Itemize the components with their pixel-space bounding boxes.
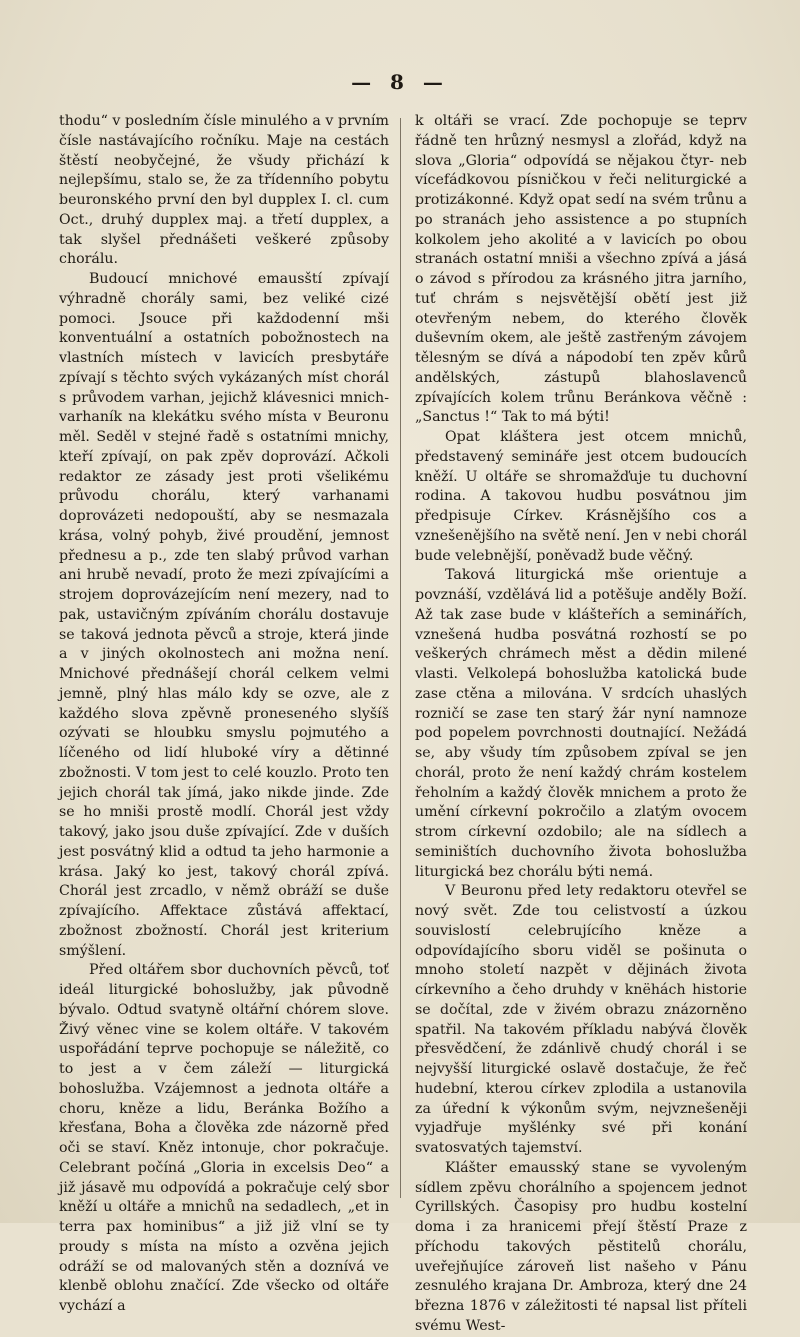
paragraph: Budoucí mnichové emausští zpívají výhradně chorály sami, bez veliké cizé pomoci. Jsouce při každodenní mši konventuální a ostatních pobožnostech na vlastních místech v lavicích presbytáře zpívají s těchto svých vykázaných míst chorál s průvodem varhan, jejichž klávesnici mnich-varhaník na klekátku svého místa v Beuronu měl. Seděl v stejné řadě s ostatními mnichy, kteří zpívají, on pak zpěv doprovází. Ačkoli redaktor ze zásady jest proti všelikému průvodu chorálu, který varhanami doprovázeti nedopouští, aby se nesmazala krása, volný pohyb, živé proudění, jemnost přednesu a p., zde ten slabý průvod varhan ani hrubě nevadí, proto že mezi zpívajícími a strojem doprovázejícím není mezery, nad to pak, ustavičným zpíváním chorálu dostavuje se taková jednota pěvců a stroje, která jinde a v jiných okolnostech ani možna není. Mnichové přednášejí chorál celkem velmi jemně, plný hlas málo kdy se ozve, ale z každého slova zpěvně proneseného slyšíš ozývati se hloubku smyslu pojmutého a líčeného od lidí hluboké víry a dětinné zbožnosti. V tom jest to celé kouzlo. Proto ten jejich chorál tak jímá, jako nikde jinde. Zde se ho mniši prostě modlí. Chorál jest vždy takový, jako jsou duše zpívající. Zde v duších jest posvátný klid a odtud ta jeho harmonie a krása. Jaký ko jest, takový chorál zpívá. Chorál jest zrcadlo, v němž obráží se duše zpívajícího. Affektace zůstává affektací, zbožnost zbožností. Chorál jest kriterium smýšlení.: [59, 271, 389, 959]
right-column: [415, 112, 747, 1337]
paragraph: V Beuronu před lety redaktoru otevřel se nový svět. Zde tou celistvostí a úzkou souvislostí celebrujícího kněze a odpovídajícího sboru viděl se pošinuta o mnoho století nazpět v dějinách života církevního a čeho druhdy v knëhách historie se dočítal, zde v živém obrazu znázorněno spatřil. Na takovém příkladu nabývá člověk přesvědčení, že zdánlivě chudý chorál i se nejvyšší liturgické oslavě dostačuje, že řeč hudební, kterou církev zplodila a ustanovila za úřední k výkonům svým, nejvznešeněji vyjadřuje myšlénky své při konání svatosvatých tajemství.: [415, 883, 747, 1156]
paragraph: Klášter emausský stane se vyvoleným sídlem zpěvu chorálního a spojencem jednot Cyrillských. Časopisy pro hudbu kostelní doma i za hranicemi přejí štěstí Praze z příchodu takových pěstitelů chorálu, uveřejňujíce zároveň list našeho v Pánu zesnulého krajana Dr. Ambroza, který dne 24 března 1876 v záležitosti té napsal list příteli svému West-: [415, 1159, 747, 1334]
paragraph: Před oltářem sbor duchovních pěvců, toť ideál liturgické bohoslužby, jak původně bývalo. Odtud svatyně oltářní chórem slove. Živý věnec vine se kolem oltáře. V takovém uspořádání teprve pochopuje se náležitě, co to jest a v čem záleží — liturgická bohoslužba. Vzájemnost a jednota oltáře a choru, kněze a lidu, Beránka Božího a křesťana, Boha a člověka zde názorně před oči se staví. Kněz intonuje, chor pokračuje. Celebrant počíná „Gloria in excelsis Deo“ a již jásavě mu odpovídá a pokračuje celý sbor kněží u oltáře a mnichů na sedadlech, „et in terra pax hominibus“ a již již vlní se ty proudy s místa na místo a ozvěna jejich odráží se od malovaných stěn a doznívá ve klenbě oblohu značící. Zde všecko od oltáře vychází a: [59, 962, 389, 1314]
paragraph: thodu“ v posledním čísle minulého a v prvním čísle nastávajícího ročníku. Maje na cestách štěstí neobyčejné, že všudy přichází k nejlepšímu, stalo se, že za třídenního pobytu beuronského první den byl dupplex I. cl. cum Oct., druhý dupplex maj. a třetí dupplex, a tak slyšel přednášeti veškeré způsoby chorálu.: [59, 113, 389, 268]
paragraph: k oltáři se vrací. Zde pochopuje se teprv řádně ten hrůzný nesmysl a zlořád, když na slova „Gloria“ odpovídá se nějakou čtyr- neb vícefádkovou písničkou v řeči neliturgické a protizákonné. Když opat sedí na svém trůnu a po stranách jeho assistence a po stupních kolkolem jeho akolité a v lavicích po obou stranách ostatní mniši a všechno zpívá a jásá o závod s přírodou za krásného jitra jarního, tuť chrám s nejsvětější obětí jest již otevřeným nebem, do kterého člověk duševním okem, ale ještě zastřeným závojem tělesným se dívá a nápodobí ten zpěv kůrů andělských, zástupů blahoslavenců zpívajících kolem trůnu Beránkova věčně : „Sanctus !“ Tak to má býti!: [415, 113, 747, 426]
left-column: [59, 112, 389, 1317]
paragraph: Taková liturgická mše orientuje a povznáší, vzdělává lid a potěšuje anděly Boží. Až tak zase bude v klášteřích a seminářích, vznešená hudba posvátná rozhostí se po veškerých chrámech měst a dědin milené vlasti. Velkolepá bohoslužba katolická bude zase ctěna a milována. V srdcích uhaslých rozničí se zase ten starý žár nyní namnoze pod popelem povrchnosti doutnající. Nežádá se, aby všudy tím způsobem zpíval se jen chorál, proto že není každý chrám kostelem řeholním a každý člověk mnichem a proto že umění církevní pokročilo a zlatým ovocem strom církevní ozdobilo; ale na sídlech a seminištích duchovního života bohoslužba liturgická bez chorálu býti nemá.: [415, 567, 747, 880]
page-number: — 8 —: [351, 70, 449, 94]
column-divider: [400, 118, 401, 1198]
paragraph: Opat kláštera jest otcem mnichů, představený semináře jest otcem budoucích kněží. U oltáře se shromažďuje tu duchovní rodina. A takovou hudbu posvátnou jim předpisuje Církev. Krásnějšího cos a vznešenějšího na světě není. Jen v nebi chorál bude velebnější, poněvadž bude věčný.: [415, 429, 747, 564]
